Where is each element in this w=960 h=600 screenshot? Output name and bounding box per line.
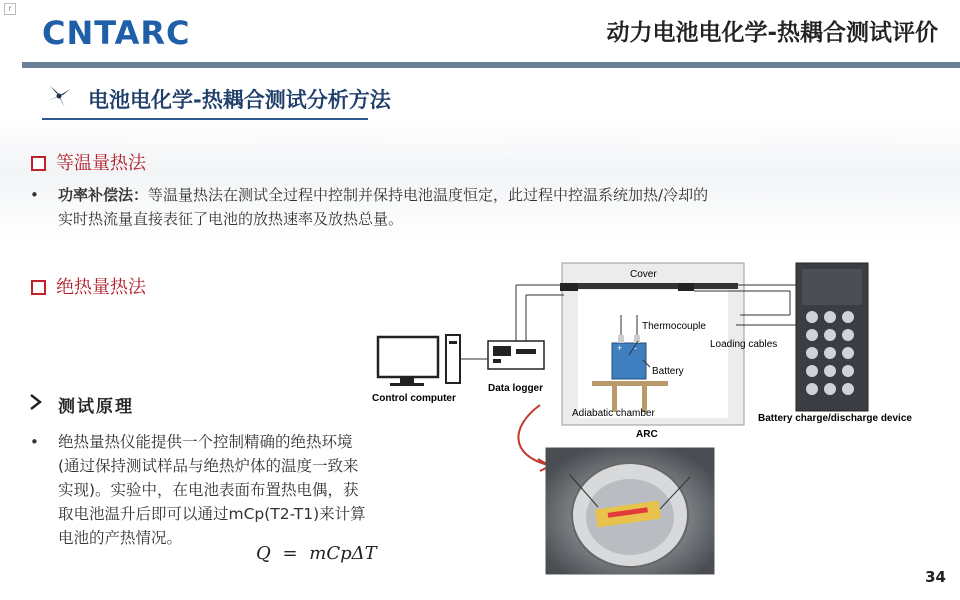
adiabatic-line-2: (通过保持测试样品与绝热炉体的温度一致来: [58, 457, 359, 475]
isothermal-description: [58, 183, 918, 231]
section-title: 电池电化学-热耦合测试分析方法: [88, 88, 391, 112]
cnarc-logo: CNTARC: [42, 14, 191, 52]
arc-setup-diagram: [360, 255, 950, 585]
header-divider: [22, 62, 960, 68]
data-logger-label: Data logger: [488, 383, 544, 394]
cover-label: Cover: [630, 269, 657, 280]
svg-text:-: -: [634, 343, 637, 353]
monitor-icon: [378, 337, 438, 377]
pinwheel-icon: [46, 83, 72, 113]
isothermal-heading: 等温量热法: [56, 153, 146, 174]
loading-cables-label: Loading cables: [710, 339, 778, 350]
adiabatic-line-3: 实现)。实验中，在电池表面布置热电偶，获: [58, 481, 359, 499]
adiabatic-line-4: 取电池温升后即可以通过mCp(T2-T1)来计算: [58, 505, 366, 523]
power-compensation-label: 功率补偿法：: [58, 186, 149, 204]
arrow-bullet-icon: [28, 393, 44, 415]
adiabatic-line-1: 绝热量热仪能提供一个控制精确的绝热环境: [58, 433, 353, 451]
thermocouple-label: Thermocouple: [642, 321, 706, 332]
formula: Q = mCpΔT: [256, 543, 377, 564]
isothermal-line-2: 实时热流量直接表征了电池的放热速率及放热总量。: [58, 210, 404, 228]
page-number: 34: [925, 568, 946, 586]
device-label: Battery charge/discharge device: [758, 413, 912, 424]
battery-label: Battery: [652, 366, 684, 377]
isothermal-line-1: 等温量热法在测试全过程中控制并保持电池温度恒定，此过程中控温系统加热/冷却的: [148, 186, 709, 204]
svg-text:+: +: [617, 343, 623, 353]
adiabatic-heading: 绝热量热法: [56, 277, 146, 298]
section-underline: [42, 118, 368, 120]
page-title: 动力电池电化学-热耦合测试评价: [606, 20, 938, 46]
curved-arrow-icon: [518, 405, 548, 465]
adiabatic-chamber-label: Adiabatic chamber: [572, 408, 655, 419]
arc-label: ARC: [636, 429, 658, 440]
slide-corner-marker: r: [4, 3, 16, 15]
bullet-dot: •: [30, 433, 39, 451]
test-principle-heading: 测试原理: [58, 397, 134, 417]
chamber-cover: [568, 283, 738, 289]
control-computer-label: Control computer: [372, 393, 456, 404]
square-bullet-icon: [31, 280, 46, 295]
square-bullet-icon: [31, 156, 46, 171]
bullet-dot: •: [30, 186, 39, 204]
adiabatic-line-5: 电池的产热情况。: [58, 529, 183, 547]
